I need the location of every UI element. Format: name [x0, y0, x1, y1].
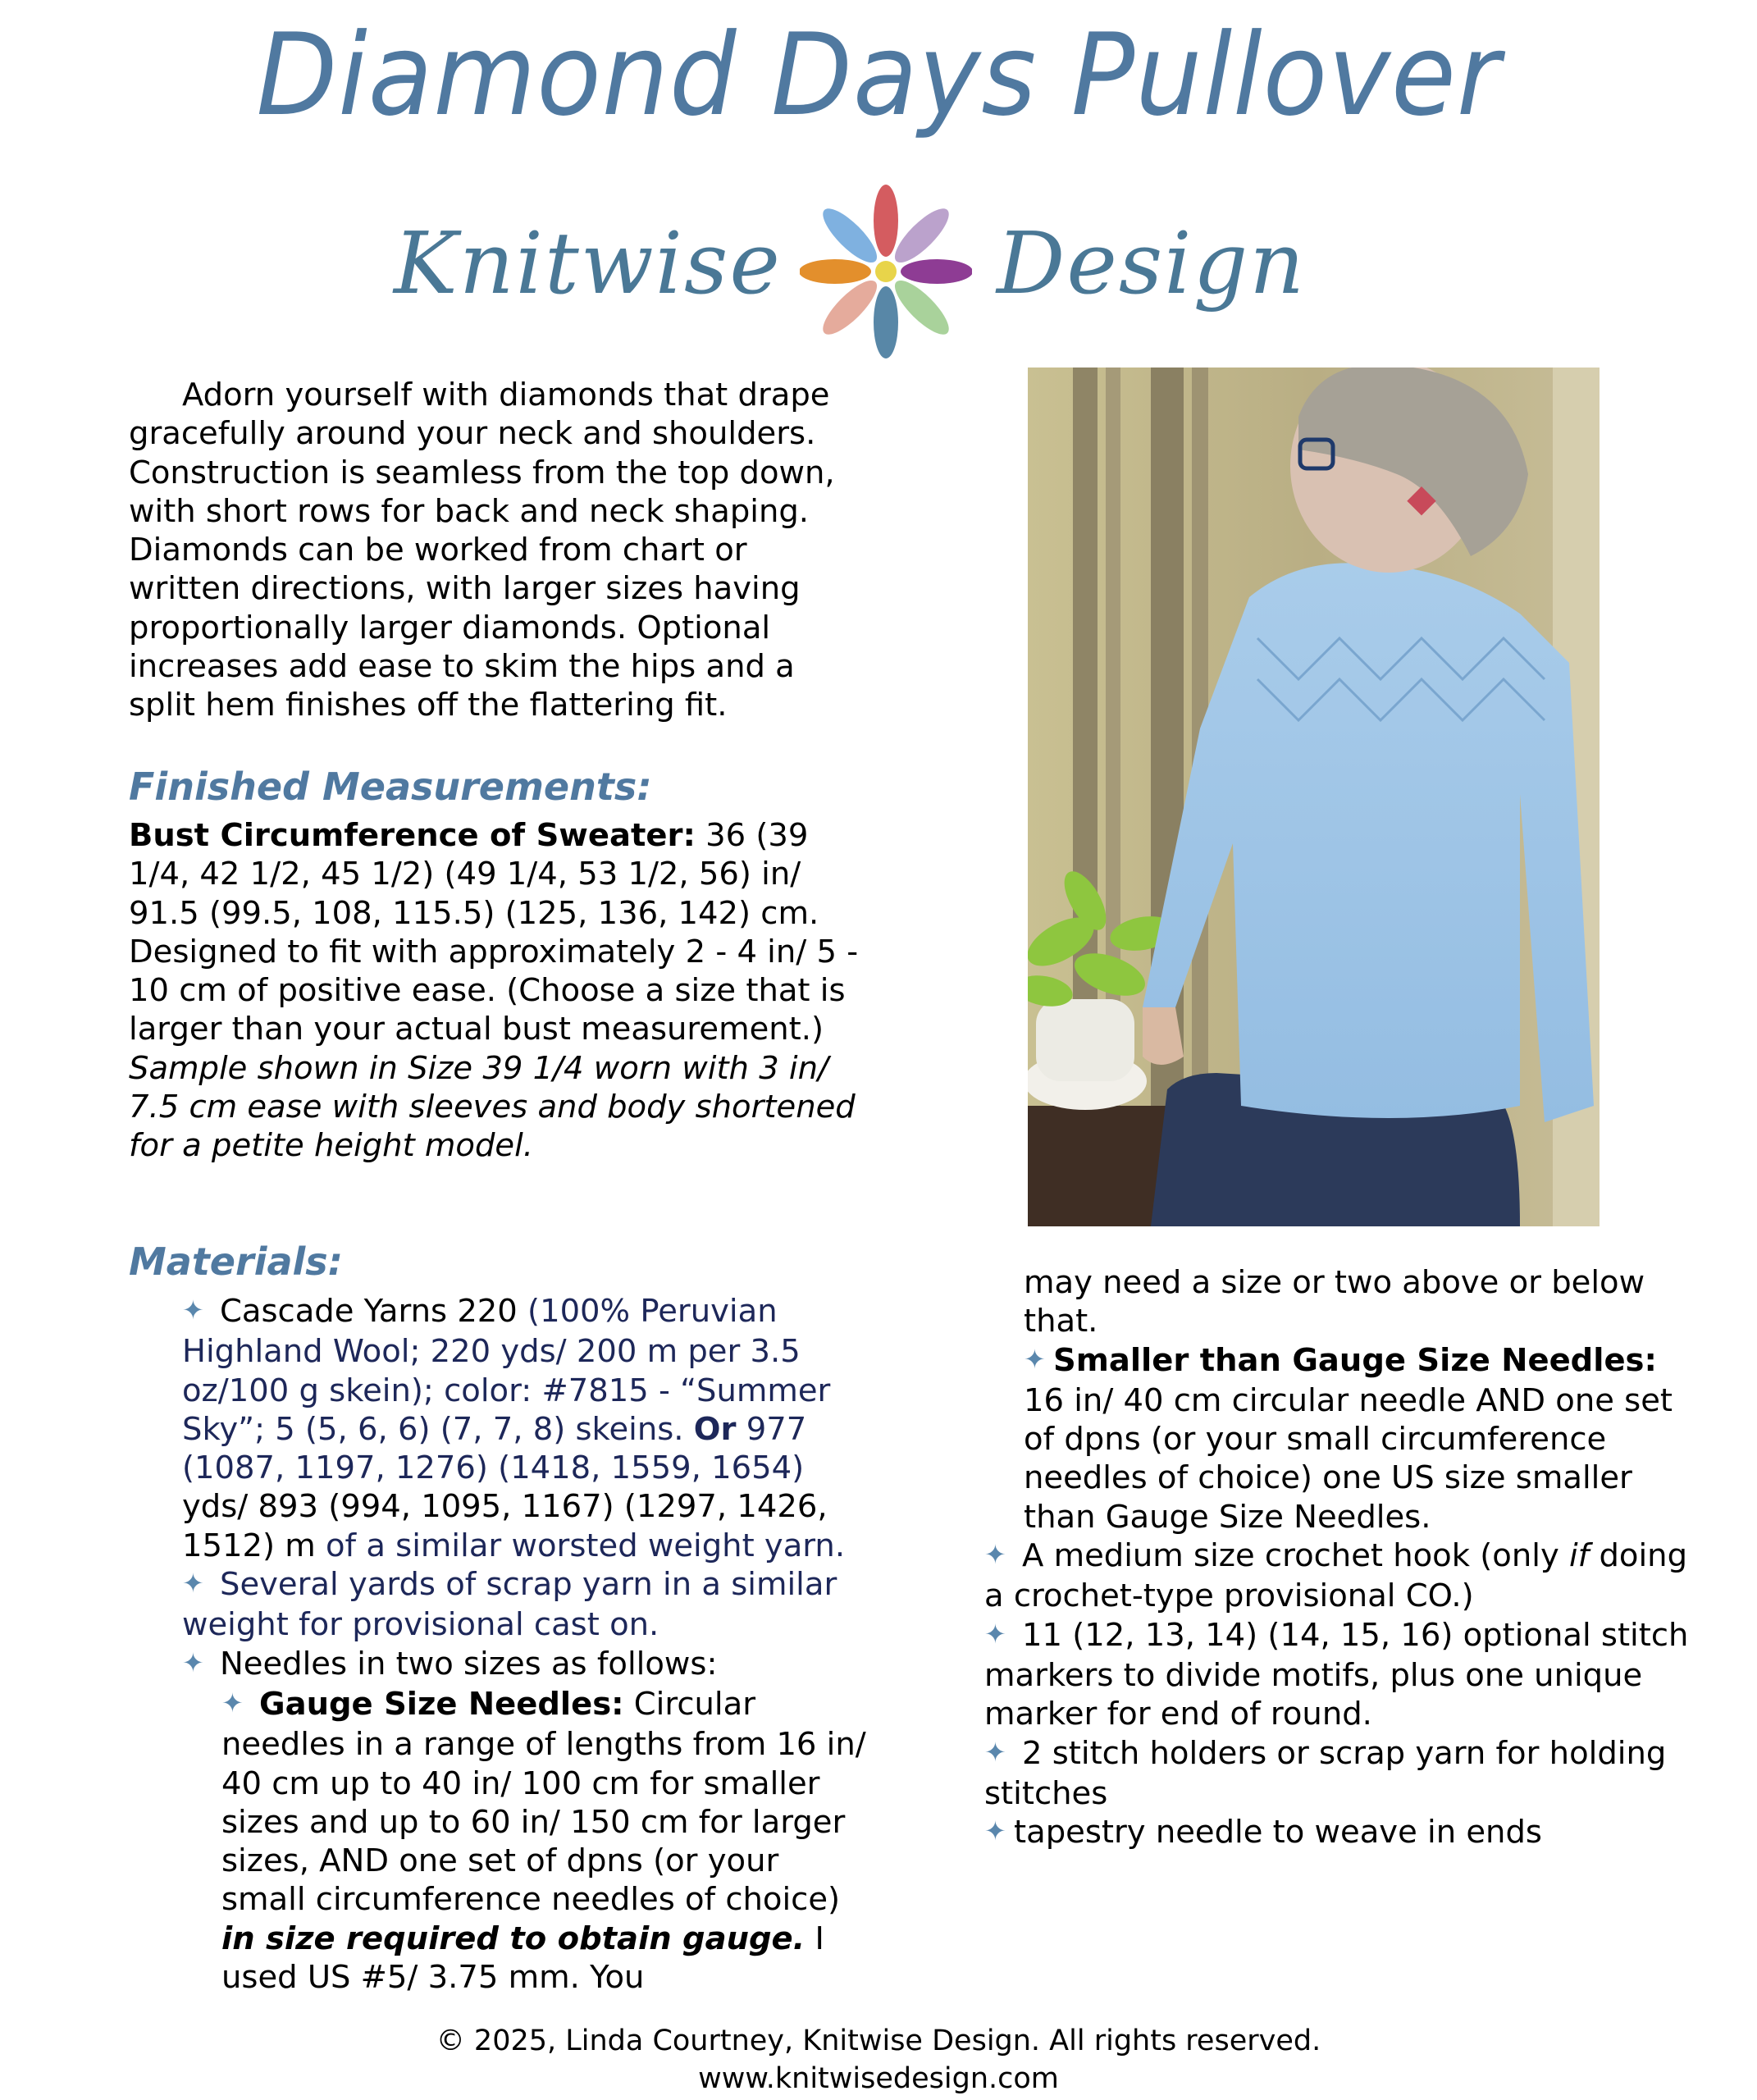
intro-paragraph	[129, 376, 867, 725]
list-item-crochet-hook	[984, 1536, 1690, 1616]
logo-word-design: Design	[997, 213, 1307, 313]
star-bullet-icon: ✦	[984, 1815, 1006, 1847]
list-item-smaller-needles	[984, 1341, 1690, 1536]
stitch-holders-text: 2 stitch holders or scrap yarn for holding stitches	[984, 1734, 1667, 1812]
logo-word-knitwise: Knitwise	[394, 213, 782, 313]
bust-value: 36 (39 1/4, 42 1/2, 45 1/2) (49 1/4, 53 1/2, 56) in/ 91.5 (99.5, 108, 115.5) (125, 136, 142) cm.	[129, 817, 819, 932]
scrap-yarn-text: Several yards of scrap yarn in a similar weight for provisional cast on.	[182, 1566, 837, 1644]
copyright-notice: © 2025, Linda Courtney, Knitwise Design. All rights reserved.	[436, 2025, 1321, 2057]
flower-petal	[874, 286, 898, 358]
list-item-stitch-holders	[984, 1734, 1690, 1814]
flower-center	[875, 261, 897, 282]
tapestry-needle-text: tapestry needle to weave in ends	[1014, 1814, 1542, 1851]
star-bullet-icon: ✦	[984, 1539, 1006, 1571]
flower-petal	[815, 201, 883, 269]
pattern-title: Diamond Days Pullover	[256, 9, 1501, 141]
list-item-yarn	[182, 1292, 871, 1565]
knitwise-design-logo	[394, 180, 1378, 377]
yarn-or: Or	[693, 1410, 737, 1448]
list-item-stitch-markers	[984, 1616, 1690, 1734]
stitch-markers-text: 11 (12, 13, 14) (14, 15, 16) optional stitch markers to divide motifs, plus one unique marker for end of round.	[984, 1616, 1689, 1733]
yarn-alt-suffix: of a similar worsted weight yarn.	[315, 1527, 846, 1564]
yarn-alt-yards: 977 (1087, 1197, 1276) (1418, 1559, 1654)	[182, 1410, 807, 1487]
gauge-needles-text: Circular needles in a range of lengths from 16 in/ 40 cm up to 40 in/ 100 cm for smaller sizes and up to 60 in/ 150 cm for larger sizes, AND one set of dpns (or your small circumference needles of choice)	[221, 1685, 866, 1919]
crochet-hook-emphasis: if	[1568, 1537, 1590, 1575]
star-bullet-icon: ✦	[182, 1294, 204, 1326]
sweater-model-photo	[1028, 368, 1600, 1226]
bust-measurement	[129, 816, 867, 933]
flower-petal	[815, 273, 883, 341]
ease-note: Designed to fit with approximately 2 - 4 in/ 5 - 10 cm of positive ease. (Choose a size that is larger than your actual bust measurement.)	[129, 933, 859, 1048]
finished-measurements-section	[129, 816, 867, 1166]
flower-petal	[901, 259, 972, 284]
smaller-needles-label: Smaller than Gauge Size Needles:	[1053, 1341, 1657, 1379]
smaller-needles-text: 16 in/ 40 cm circular needle AND one set of dpns (or your small circumference needles of choice) one US size smaller than Gauge Size Needles.	[1024, 1381, 1673, 1536]
star-bullet-icon: ✦	[1024, 1343, 1046, 1375]
list-item-tapestry-needle	[984, 1813, 1690, 1853]
list-item-needles	[182, 1645, 871, 1685]
flower-petal	[874, 185, 898, 257]
sample-note: Sample shown in Size 39 1/4 worn with 3 in/ 7.5 cm ease with sleeves and body shortened for a petite height model.	[129, 1049, 856, 1165]
materials-heading: Materials:	[129, 1239, 344, 1284]
star-bullet-icon: ✦	[984, 1736, 1006, 1768]
star-bullet-icon: ✦	[221, 1687, 244, 1719]
list-item-gauge-needles	[182, 1685, 871, 1997]
website-link[interactable]: www.knitwisedesign.com	[698, 2062, 1059, 2095]
materials-list-right	[984, 1263, 1690, 1853]
gauge-needles-text-after: I used US #5/ 3.75 mm. You	[221, 1920, 824, 1997]
flower-petal	[888, 201, 956, 269]
bust-label: Bust Circumference of Sweater:	[129, 817, 696, 854]
star-bullet-icon: ✦	[984, 1618, 1006, 1650]
list-item-scrap-yarn	[182, 1565, 871, 1645]
photo-illustration	[1028, 368, 1600, 1226]
crochet-hook-text-after: doing a crochet-type provisional CO.)	[984, 1537, 1688, 1615]
yarn-alt-meters: yds/ 893 (994, 1095, 1167) (1297, 1426, 1512) m	[182, 1488, 828, 1564]
materials-list-left	[182, 1292, 871, 1997]
gauge-needles-continued: may need a size or two above or below that.	[1024, 1264, 1645, 1340]
flower-petal	[888, 273, 956, 341]
gauge-needles-label: Gauge Size Needles:	[259, 1685, 624, 1723]
finished-measurements-heading: Finished Measurements:	[129, 765, 652, 809]
flower-petal	[800, 259, 871, 284]
crochet-hook-text: A medium size crochet hook (only	[1022, 1537, 1569, 1575]
star-bullet-icon: ✦	[182, 1646, 204, 1678]
yarn-details: (100% Peruvian Highland Wool; 220 yds/ 200 m per 3.5 oz/100 g skein); color: #7815 - “Summer Sky”; 5 (5, 6, 6) (7, 7, 8) skeins.	[182, 1293, 831, 1448]
needles-intro: Needles in two sizes as follows:	[220, 1645, 718, 1682]
intro-text: Adorn yourself with diamonds that drape gracefully around your neck and shoulders. Construction is seamless from the top down, with short rows for back and neck shaping. Diamonds can be worked from chart or written directions, with larger sizes having proportionally larger diamonds. Optional increases add ease to skim the hips and a split hem finishes off the flattering fit.	[129, 377, 835, 724]
gauge-needles-emphasis: in size required to obtain gauge.	[221, 1920, 805, 1957]
page-footer	[0, 2022, 1757, 2098]
yarn-name: Cascade Yarns 220	[220, 1293, 518, 1330]
star-bullet-icon: ✦	[182, 1568, 204, 1600]
flower-icon	[800, 177, 972, 366]
